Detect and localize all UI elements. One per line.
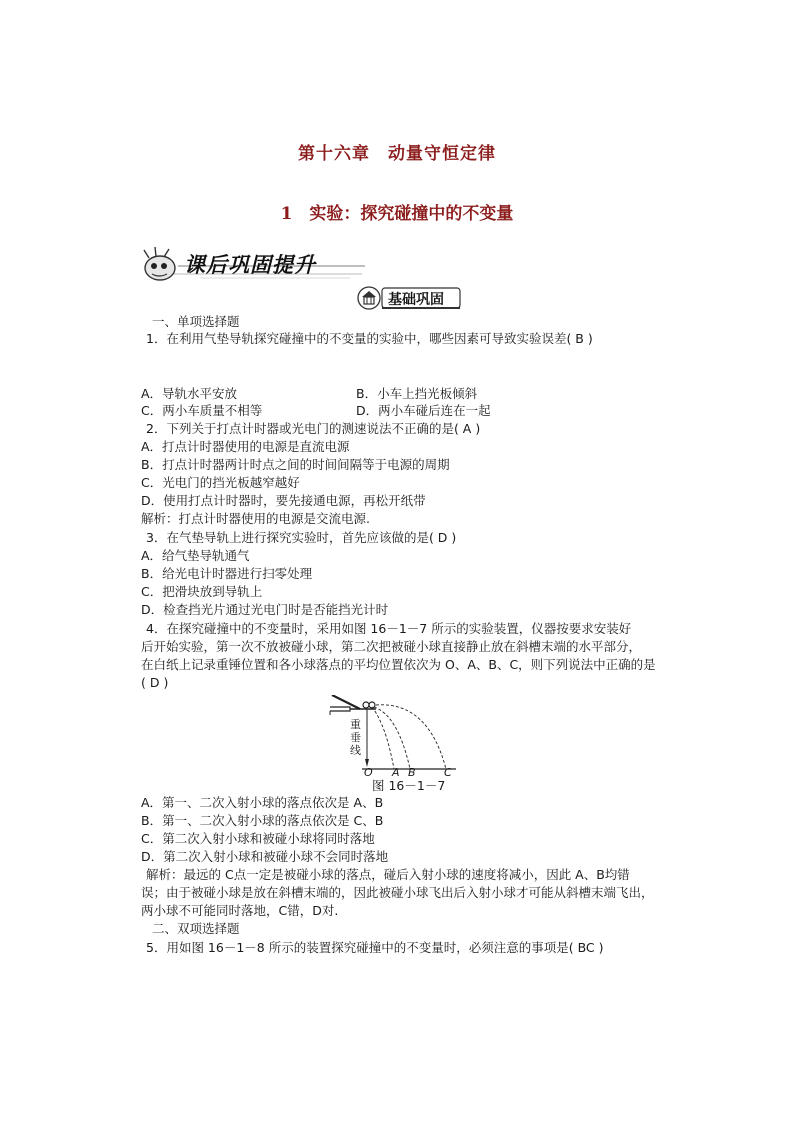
- fig-point-b: B: [408, 766, 416, 779]
- fig-point-c: C: [444, 766, 452, 779]
- subhead-text: 基础巩固: [388, 292, 444, 308]
- q3-option-c: C．把滑块放到导轨上: [141, 584, 263, 599]
- basic-consolidation-header: [352, 285, 464, 311]
- fig-label-chui: 垂: [350, 731, 361, 744]
- q1-option-b: B．小车上挡光板倾斜: [356, 386, 478, 401]
- q3-option-b: B．给光电计时器进行扫零处理: [141, 566, 313, 581]
- q4-option-d: D．第二次入射小球和被碰小球不会同时落地: [141, 849, 389, 864]
- fig-point-a: A: [392, 766, 400, 779]
- q2-analysis: 解析：打点计时器使用的电源是交流电源.: [141, 511, 370, 526]
- q4-stem-line2: 后开始实验，第一次不放被碰小球，第二次把被碰小球直接静止放在斜槽末端的水平部分，: [141, 639, 642, 654]
- q2-stem: 2．下列关于打点计时器或光电门的测速说法不正确的是( A ): [146, 421, 481, 436]
- figure-caption: 图 16－1－7: [372, 778, 446, 793]
- fig-point-o: O: [364, 766, 373, 779]
- q5-stem: 5．用如图 16－1－8 所示的装置探究碰撞中的不变量时，必须注意的事项是( BC ): [146, 940, 604, 955]
- review-banner: [140, 244, 370, 284]
- section-title: 1 实验：探究碰撞中的不变量: [280, 204, 514, 224]
- q4-option-a: A．第一、二次入射小球的落点依次是 A、B: [141, 795, 384, 810]
- q3-option-a: A．给气垫导轨通气: [141, 548, 250, 563]
- q4-analysis-line1: 解析：最远的 C点一定是被碰小球的落点，碰后入射小球的速度将减小，因此 A、B均错: [146, 867, 630, 882]
- q4-stem-line4: ( D ): [141, 675, 169, 690]
- q1-option-c: C．两小车质量不相等: [141, 403, 263, 418]
- robot-mascot-icon: [140, 244, 184, 284]
- banner-text: 课后巩固提升: [184, 252, 316, 277]
- q4-stem-line1: 4．在探究碰撞中的不变量时，采用如图 16－1－7 所示的实验装置，仪器按要求安装好: [146, 621, 632, 636]
- q3-option-d: D．检查挡光片通过光电门时是否能挡光计时: [141, 602, 389, 617]
- q2-option-c: C．光电门的挡光板越窄越好: [141, 475, 300, 490]
- q4-option-c: C．第二次入射小球和被碰小球将同时落地: [141, 831, 375, 846]
- q2-option-d: D．使用打点计时器时，要先接通电源，再松开纸带: [141, 493, 426, 508]
- fig-label-xian: 线: [350, 744, 361, 757]
- q4-stem-line3: 在白纸上记录重锤位置和各小球落点的平均位置依次为 O、A、B、C，则下列说法中正确的是: [141, 657, 656, 672]
- q1-option-d: D．两小车碰后连在一起: [356, 403, 491, 418]
- part2-heading: 二、双项选择题: [152, 921, 240, 936]
- q4-analysis-line2: 误；由于被碰小球是放在斜槽末端的，因此被碰小球飞出后入射小球才可能从斜槽末端飞出，: [141, 885, 654, 900]
- fig-label-zhong: 重: [350, 718, 361, 731]
- q1-option-a: A．导轨水平安放: [141, 386, 238, 401]
- part1-heading: 一、单项选择题: [152, 314, 240, 329]
- q4-analysis-line3: 两小球不可能同时落地，C错，D对.: [141, 903, 339, 918]
- chapter-title: 第十六章 动量守恒定律: [298, 144, 496, 164]
- building-emblem-icon: [356, 285, 382, 311]
- q3-stem: 3．在气垫导轨上进行探究实验时，首先应该做的是( D ): [146, 530, 457, 545]
- q2-option-b: B．打点计时器两计时点之间的时间间隔等于电源的周期: [141, 457, 450, 472]
- q1-stem: 1．在利用气垫导轨探究碰撞中的不变量的实验中，哪些因素可导致实验误差( B ): [146, 331, 593, 346]
- q4-option-b: B．第一、二次入射小球的落点依次是 C、B: [141, 813, 384, 828]
- q2-option-a: A．打点计时器使用的电源是直流电源: [141, 439, 350, 454]
